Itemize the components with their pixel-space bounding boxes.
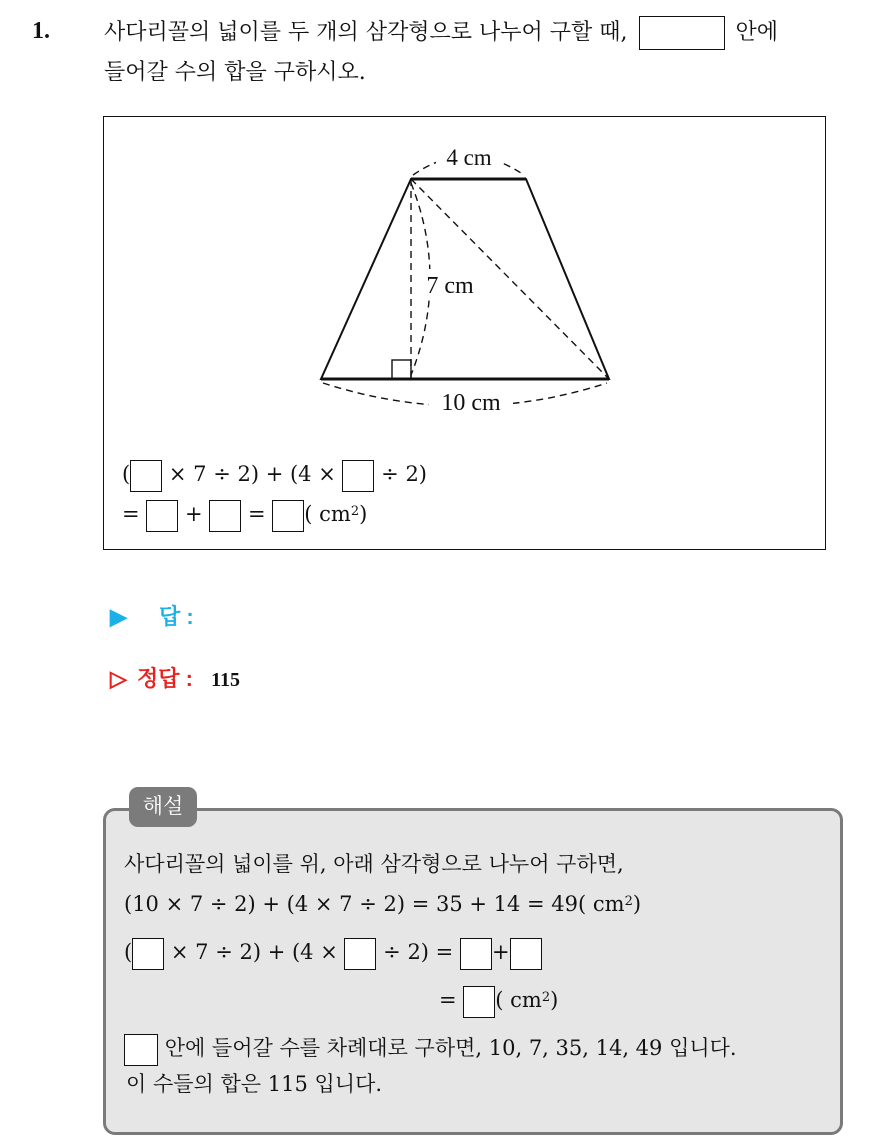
height-length-label: 7 cm	[426, 273, 474, 299]
answer-blank	[639, 16, 725, 50]
question-line-2: 들어갈 수의 합을 구하시오.	[104, 60, 366, 85]
figure-equation-1	[122, 459, 427, 492]
eq2-blank-3	[272, 500, 304, 532]
eq1-mid: × 7 ÷ 2) + (4 ×	[168, 462, 336, 486]
exp-blank-3	[460, 938, 492, 970]
bottom-length-label: 10 cm	[441, 390, 501, 416]
explanation-line-5	[124, 1033, 737, 1066]
explanation-line-4	[439, 985, 558, 1018]
eq1-blank-1	[130, 460, 162, 492]
answer-row	[110, 600, 194, 631]
exp-blank-1	[132, 938, 164, 970]
correct-answer-row	[110, 662, 240, 693]
explanation-line-1: 사다리꼴의 넓이를 위, 아래 삼각형으로 나누어 구하면,	[124, 852, 624, 876]
eq1-open: (	[122, 462, 131, 486]
explanation-tag: 해설	[129, 787, 197, 827]
right-angle-mark	[392, 360, 411, 379]
exp-line3-end: ÷ 2) =	[383, 940, 454, 964]
exp-line5-text: 안에 들어갈 수를 차례대로 구하면, 10, 7, 35, 14, 49 입니다.	[164, 1036, 737, 1060]
question-line-1	[104, 16, 778, 50]
figure-box	[103, 116, 826, 550]
correct-answer-label: 정답 :	[137, 666, 193, 691]
exp-line3-open: (	[124, 940, 133, 964]
correct-marker-icon: ▷	[110, 666, 127, 691]
correct-answer-value: 115	[211, 669, 241, 691]
exp-blank-4	[510, 938, 542, 970]
answer-marker-icon: ▶	[110, 604, 127, 629]
figure-equation-2	[122, 499, 367, 532]
question-text-a: 사다리꼴의 넓이를 두 개의 삼각형으로 나누어 구할 때,	[104, 20, 628, 45]
exp-line4-sup: 2	[541, 990, 551, 1005]
explanation-line-6: 이 수들의 합은 115 입니다.	[126, 1072, 383, 1096]
eq2-close: )	[359, 502, 368, 526]
exp-line4-unit: ( cm	[495, 988, 542, 1012]
eq2-blank-2	[209, 500, 241, 532]
exp-line2-sup: 2	[624, 894, 633, 909]
exp-blank-6	[124, 1034, 158, 1066]
explanation-line-3	[124, 937, 542, 970]
exp-line3-mid: × 7 ÷ 2) + (4 ×	[170, 940, 338, 964]
question-text-b: 안에	[735, 20, 779, 45]
exp-line4-close: )	[550, 988, 559, 1012]
eq2-blank-1	[146, 500, 178, 532]
eq1-blank-2	[342, 460, 374, 492]
exp-blank-2	[344, 938, 376, 970]
exp-line3-plus: +	[491, 940, 510, 964]
question-number: 1.	[32, 18, 50, 44]
exp-blank-5	[463, 986, 495, 1018]
eq1-end: ÷ 2)	[381, 462, 427, 486]
eq2-sup: 2	[350, 504, 360, 519]
explanation-line-2	[124, 889, 641, 919]
exp-line2-end: )	[632, 892, 642, 916]
eq2-unit: ( cm	[304, 502, 351, 526]
eq2-equals-2: =	[247, 502, 266, 526]
exp-line2-text: (10 × 7 ÷ 2) + (4 × 7 ÷ 2) = 35 + 14 = 49( cm	[124, 892, 625, 916]
explanation-box	[103, 808, 843, 1135]
answer-label: 답 :	[159, 604, 194, 629]
eq2-equals: =	[122, 502, 140, 526]
eq2-plus: +	[184, 502, 203, 526]
exp-line4-equals: =	[439, 988, 457, 1012]
top-length-label: 4 cm	[446, 145, 492, 170]
